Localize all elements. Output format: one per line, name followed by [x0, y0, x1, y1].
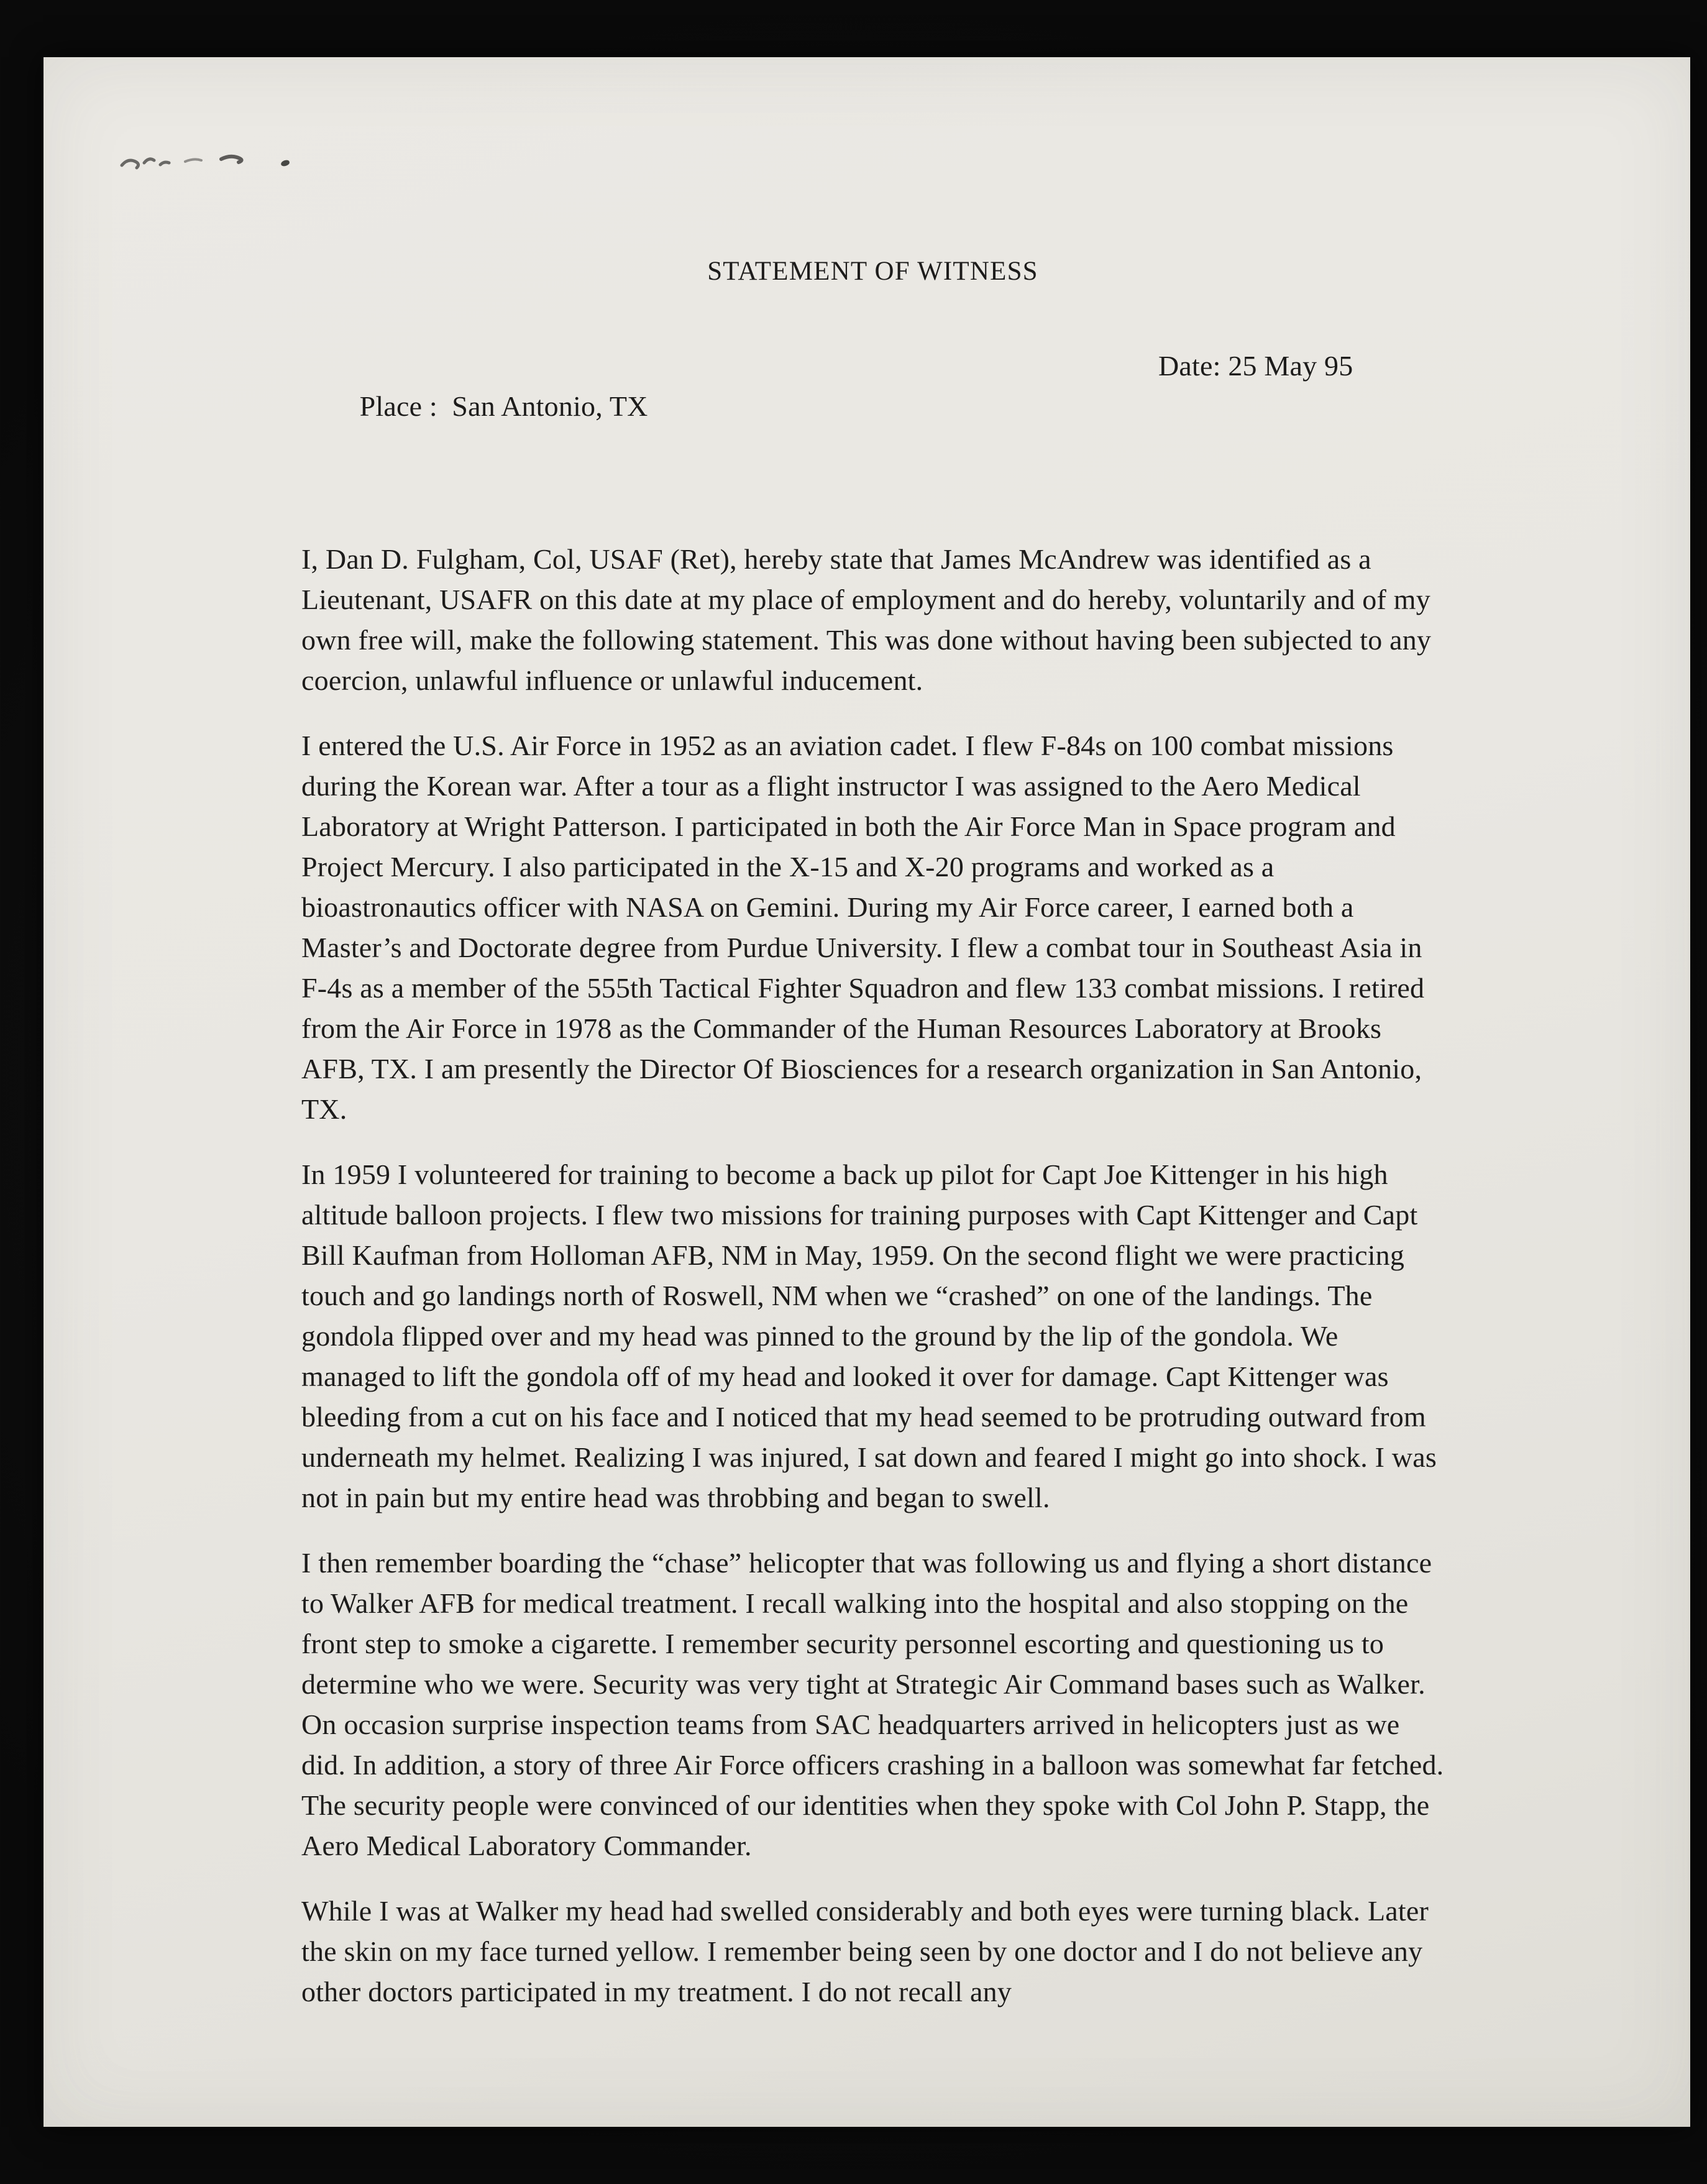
place-date-row: [301, 346, 1444, 507]
paragraph-walker-afb: I then remember boarding the “chase” helicopter that was following us and flying a short distance to Walker AFB for medical treatment. I recall walking into the hospital and also stopping on the front step to smoke a cigarette. I remember security personnel escorting and questioning us to determine who we were. Security was very tight at Strategic Air Command bases such as Walker. On occasion surprise inspection teams from SAC headquarters arrived in helicopters just as we did. In addition, a story of three Air Force officers crashing in a balloon was somewhat far fetched. The security people were convinced of our identities when they spoke with Col John P. Stapp, the Aero Medical Laboratory Commander.: [301, 1547, 1444, 1861]
ink-speck: [280, 160, 290, 167]
document-content: [43, 251, 1690, 2012]
paragraph-statement-intro: I, Dan D. Fulgham, Col, USAF (Ret), hereby state that James McAndrew was identified as a Lieutenant, USAFR on this date at my place of employment and do hereby, voluntarily and of my own free will, make the following statement. This was done without having been subjected to any coercion, unlawful influence or unlawful inducement.: [301, 543, 1432, 696]
paragraph-balloon-crash: In 1959 I volunteered for training to become a back up pilot for Capt Joe Kittenger in his high altitude balloon projects. I flew two missions for training purposes with Capt Kittenger and Capt Bill Kaufman from Holloman AFB, NM in May, 1959. On the second flight we were practicing touch and go landings north of Roswell, NM when we “crashed” on one of the landings. The gondola flipped over and my head was pinned to the ground by the lip of the gondola. We managed to lift the gondola off of my head and looked it over for damage. Capt Kittenger was bleeding from a cut on his face and I noticed that my head seemed to be protruding outward from underneath my helmet. Realizing I was injured, I sat down and feared I might go into shock. I was not in pain but my entire head was throbbing and began to swell.: [301, 1159, 1437, 1513]
document-page: [43, 57, 1690, 2127]
paragraph-career-history: I entered the U.S. Air Force in 1952 as an aviation cadet. I flew F-84s on 100 combat missions during the Korean war. After a tour as a flight instructor I was assigned to the Aero Medical Laboratory at Wright Patterson. I participated in both the Air Force Man in Space program and Project Mercury. I also participated in the X-15 and X-20 programs and worked as a bioastronautics officer with NASA on Gemini. During my Air Force career, I earned both a Master’s and Doctorate degree from Purdue University. I flew a combat tour in Southeast Asia in F-4s as a member of the 555th Tactical Fighter Squadron and flew 133 combat missions. I retired from the Air Force in 1978 as the Commander of the Human Resources Laboratory at Brooks AFB, TX. I am presently the Director Of Biosciences for a research organization in San Antonio, TX.: [301, 730, 1425, 1125]
ink-smudge-icon: [117, 144, 278, 181]
paragraph-medical-treatment: While I was at Walker my head had swelled considerably and both eyes were turning black. Later the skin on my face turned yellow. I remember being seen by one doctor and I do not believe any other doctors participated in my treatment. I do not recall any: [301, 1895, 1429, 2007]
date-line: Date: 25 May 95: [1158, 350, 1353, 382]
place-line: Place : San Antonio, TX: [359, 390, 648, 422]
document-title: STATEMENT OF WITNESS: [707, 257, 1038, 286]
